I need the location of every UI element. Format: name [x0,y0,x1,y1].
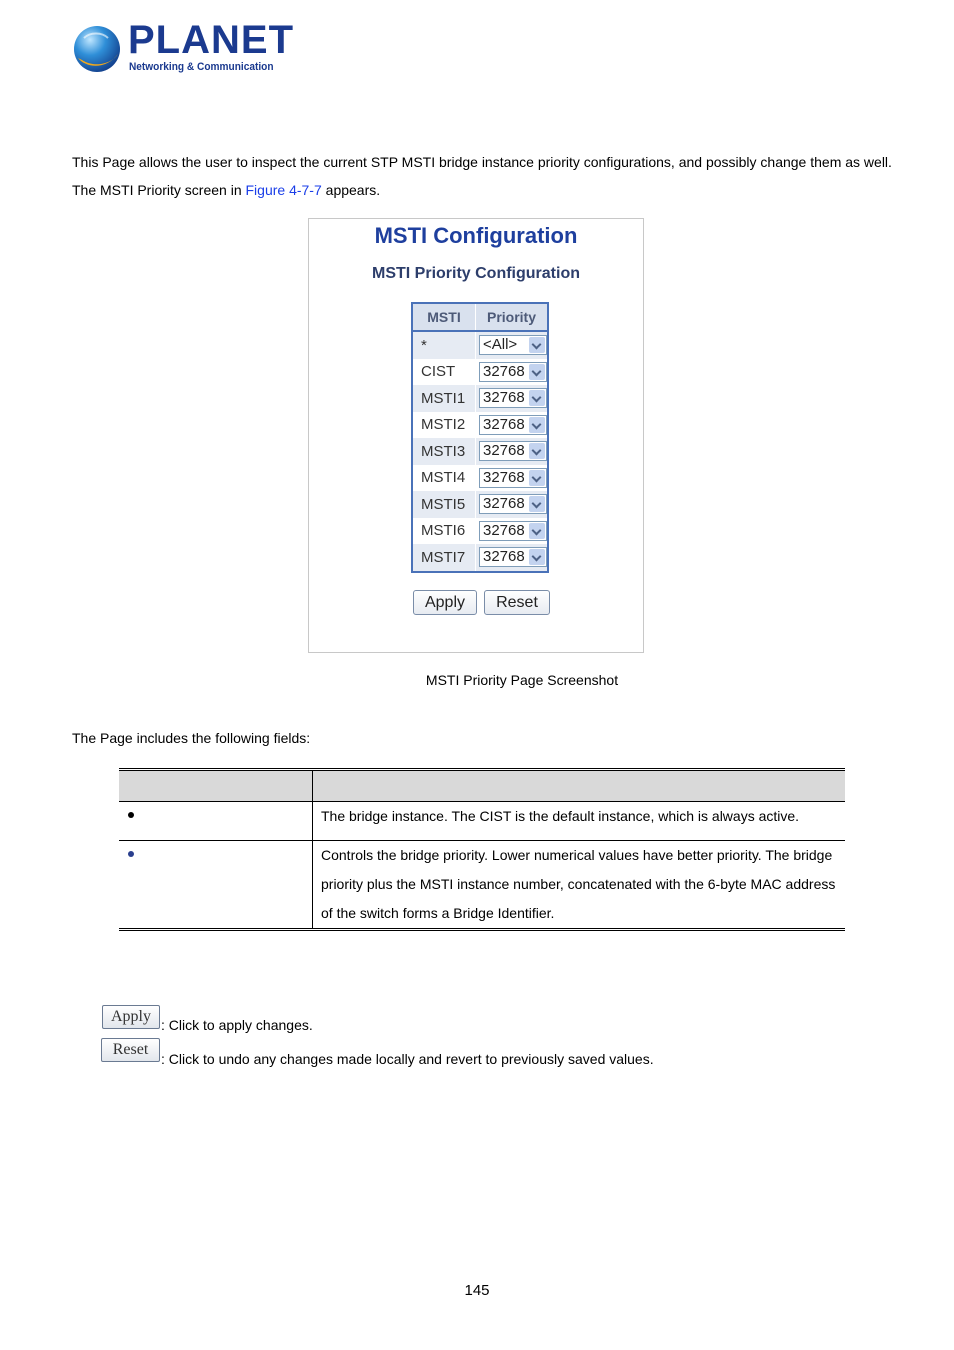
msti-name: MSTI6 [412,518,476,545]
priority-select[interactable] [479,335,547,355]
bullet-icon [128,812,134,818]
msti-name: MSTI4 [412,465,476,492]
table-row [412,359,548,386]
priority-value: 32768 [483,495,525,513]
fields-table [119,768,845,931]
priority-select[interactable] [479,415,547,435]
bullet-icon [128,851,134,857]
screenshot-title: MSTI Configuration [374,223,578,248]
intro-text-before: This Page allows the user to inspect the current STP MSTI bridge instance priority configurations, and possibly change them as well. The MSTI Priority screen in [72,154,892,198]
priority-select[interactable] [479,521,547,541]
table-row [412,385,548,412]
intro-paragraph [72,148,892,204]
table-row [412,544,548,572]
globe-logo-icon [72,24,122,74]
intro-text-after: appears. [321,182,381,198]
priority-select[interactable] [479,547,547,567]
reset-button[interactable]: Reset [484,590,550,615]
priority-select[interactable] [479,362,547,382]
brand-name: PLANET [128,18,294,62]
priority-value: 32768 [483,468,525,486]
column-header-priority: Priority [476,303,549,331]
priority-value: 32768 [483,442,525,460]
msti-screenshot [308,218,644,653]
planet-logo [72,18,294,78]
table-row [119,802,845,841]
priority-select[interactable] [479,388,547,408]
msti-name: MSTI1 [412,385,476,412]
page-number: 145 [464,1282,490,1299]
reset-button-image[interactable]: Reset [101,1038,160,1062]
object-column-header [119,770,313,802]
priority-value: 32768 [483,415,525,433]
fields-intro: The Page includes the following fields: [72,730,311,746]
priority-value: 32768 [483,521,525,539]
field-object [119,841,313,930]
priority-value: 32768 [483,548,525,566]
apply-button[interactable]: Apply [413,590,477,615]
msti-name: CIST [412,359,476,386]
apply-button-image[interactable]: Apply [102,1005,160,1029]
msti-name: MSTI5 [412,491,476,518]
field-description: The bridge instance. The CIST is the default instance, which is always active. [313,802,846,841]
table-row [412,518,548,545]
table-row [412,331,548,359]
brand-tagline: Networking & Communication [129,61,274,73]
priority-value: 32768 [483,389,525,407]
column-header-msti: MSTI [412,303,476,331]
field-description: Controls the bridge priority. Lower numerical values have better priority. The bridge priority plus the MSTI instance number, concatenated with the 6-byte MAC address of the switch forms a Bridge Identifier. [313,841,846,930]
chevron-down-icon [529,364,545,380]
msti-priority-table [411,302,549,573]
screenshot-subtitle: MSTI Priority Configuration [372,265,580,282]
chevron-down-icon [529,337,545,353]
figure-caption: MSTI Priority Page Screenshot [425,672,619,688]
apply-description: : Click to apply changes. [161,1017,313,1033]
chevron-down-icon [529,443,545,459]
chevron-down-icon [529,523,545,539]
msti-name: * [412,331,476,359]
table-row [412,491,548,518]
chevron-down-icon [529,390,545,406]
priority-select[interactable] [479,468,547,488]
msti-name: MSTI7 [412,544,476,572]
priority-value: 32768 [483,362,525,380]
chevron-down-icon [529,496,545,512]
reset-description: : Click to undo any changes made locally and revert to previously saved values. [161,1051,654,1067]
table-row [412,412,548,439]
table-row [119,841,845,930]
chevron-down-icon [529,549,545,565]
msti-name: MSTI2 [412,412,476,439]
table-row [412,438,548,465]
priority-value: <All> [483,336,518,354]
chevron-down-icon [529,470,545,486]
priority-select[interactable] [479,441,547,461]
description-column-header [313,770,846,802]
figure-link[interactable]: Figure 4-7-7 [245,182,322,198]
field-object [119,802,313,841]
chevron-down-icon [529,417,545,433]
table-row [412,465,548,492]
msti-name: MSTI3 [412,438,476,465]
priority-select[interactable] [479,494,547,514]
